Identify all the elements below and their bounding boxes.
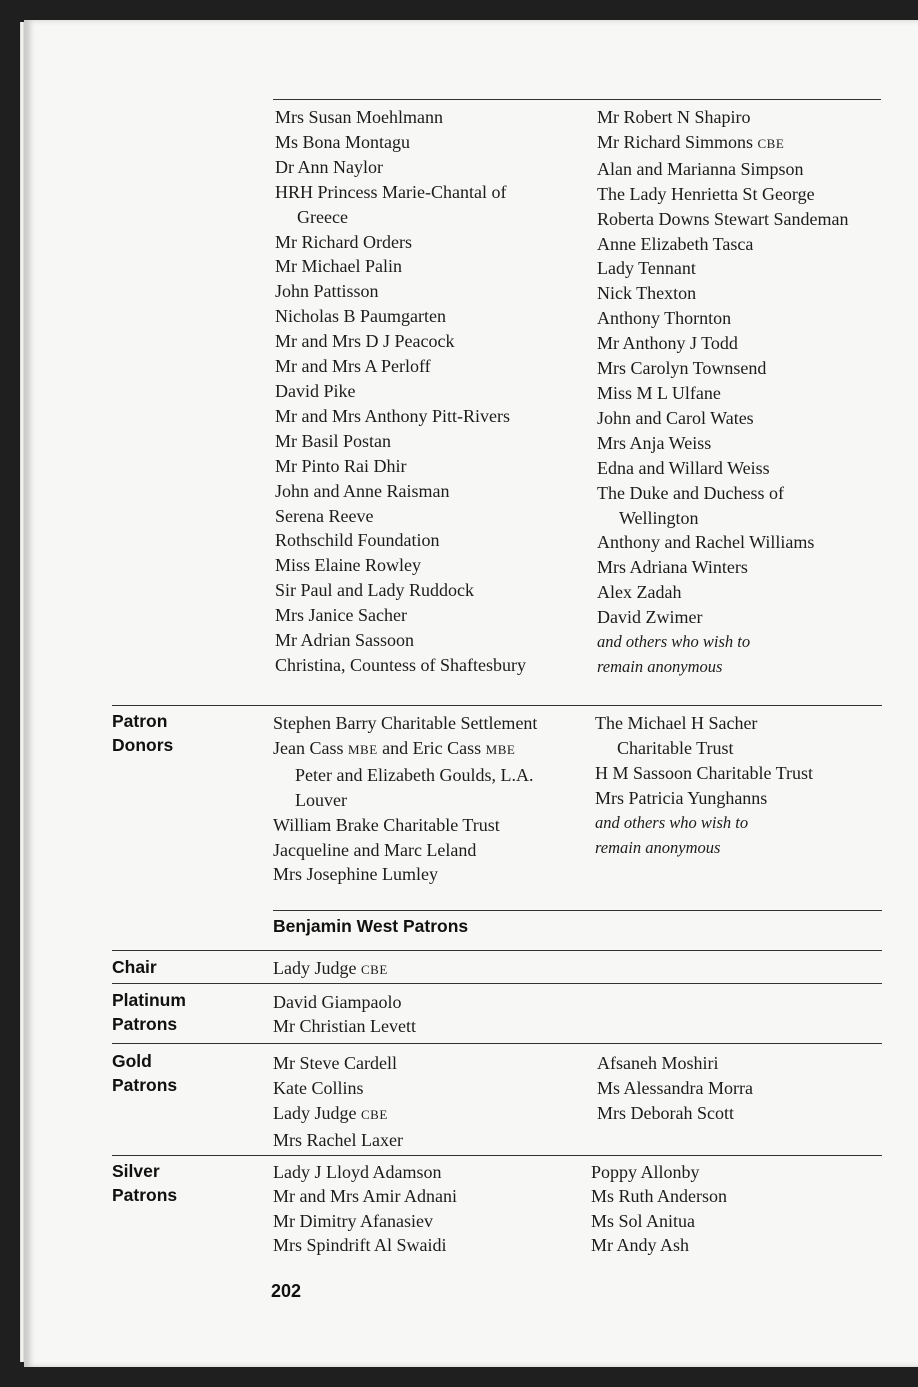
label-line: Patrons [112,1184,178,1205]
patron-donors-right-column [595,711,813,860]
honour-text: CBE [360,962,388,977]
label-line: Platinum [112,990,186,1010]
silver-right-column [591,1160,727,1258]
list-item: Mrs Patricia Yunghanns [595,787,768,808]
list-item: The Duke and Duchess of [597,482,784,503]
label-line: Patrons [112,1074,178,1095]
section-rule [273,910,882,911]
list-item: Rothschild Foundation [275,530,440,551]
list-item: Serena Reeve [275,505,374,526]
list-item: Mr Richard Orders [275,231,412,252]
patron-donors-left-column [273,711,537,887]
list-item: Mrs Carolyn Townsend [597,358,767,379]
list-item: Mrs Rachel Laxer [273,1129,403,1150]
honour-text: CBE [757,135,785,151]
list-item: The Lady Henrietta St George [597,183,815,204]
section-label-chair: Chair [112,957,157,977]
list-item: Anthony Thornton [597,308,732,329]
label-line: Gold [112,1051,152,1071]
list-item: Lady Tennant [597,258,696,279]
gold-left-column [273,1051,403,1153]
list-item: Mr and Mrs Anthony Pitt-Rivers [275,405,511,426]
section-label-silver [112,1160,177,1207]
list-item: Miss M L Ulfane [597,382,721,403]
list-item: Mr and Mrs Amir Adnani [273,1186,457,1207]
list-item: Edna and Willard Weiss [597,457,770,478]
list-item: Anthony and Rachel Williams [597,532,815,553]
list-item: Anne Elizabeth Tasca [597,233,754,254]
list-item: Lady J Lloyd Adamson [273,1162,442,1182]
list-item: Ms Ruth Anderson [591,1186,728,1207]
name-text: Lady Judge [273,958,357,978]
label-line: Donors [112,734,174,755]
section-rule [112,1155,882,1156]
chair-column [273,956,388,983]
list-item: John and Carol Wates [597,407,754,428]
section-rule [112,950,882,951]
list-item: Ms Bona Montagu [275,131,410,152]
list-item-continuation: Louver [295,789,347,810]
list-item: Mrs Susan Moehlmann [275,107,443,127]
list-item: John and Anne Raisman [275,480,450,501]
list-item-continuation: Wellington [619,507,699,528]
list-item [597,130,848,157]
list-item [273,736,537,763]
list-item: Mr Anthony J Todd [597,333,738,354]
silver-continued-left-column [275,105,526,678]
list-item: Mr Adrian Sassoon [275,630,414,651]
honour-text: MBE [348,741,378,757]
list-item [273,1101,403,1128]
list-item: Jacqueline and Marc Leland [273,839,477,860]
label-line: Patrons [112,1013,178,1034]
list-item-continuation: Charitable Trust [617,737,734,758]
list-item: Mrs Janice Sacher [275,605,407,626]
top-rule [273,99,881,100]
list-item: Mr Robert N Shapiro [597,107,751,127]
honour-text: CBE [360,1106,388,1122]
label-line: Silver [112,1161,160,1181]
section-label-patron-donors [112,710,173,757]
list-item [273,956,388,983]
list-item: Dr Ann Naylor [275,156,383,177]
anonymous-note: and others who wish to [597,632,751,652]
label-line: Patron [112,711,168,731]
name-text: Jean Cass [273,737,344,758]
list-item: Mr Andy Ash [591,1235,690,1256]
name-text: Mr Richard Simmons [597,131,753,152]
list-item: H M Sassoon Charitable Trust [595,762,814,783]
honour-text: MBE [485,741,516,757]
list-item: William Brake Charitable Trust [273,814,500,835]
list-item: Mrs Josephine Lumley [273,864,438,885]
list-item: David Zwimer [597,607,703,628]
list-item-continuation: Greece [297,206,348,227]
list-item: Alex Zadah [597,582,682,603]
list-item: Mr Michael Palin [275,256,402,277]
section-heading: Benjamin West Patrons [273,916,469,936]
list-item: John Pattisson [275,281,379,302]
list-item: Mr Basil Postan [275,430,392,451]
list-item: Peter and Elizabeth Goulds, L.A. [295,764,534,785]
list-item: Mr Christian Levett [273,1016,416,1037]
list-item: Roberta Downs Stewart Sandeman [597,208,849,229]
list-item: Alan and Marianna Simpson [597,158,804,179]
list-item: Afsaneh Moshiri [597,1053,719,1073]
list-item: Stephen Barry Charitable Settlement [273,713,538,733]
list-item: Christina, Countess of Shaftesbury [275,654,526,675]
anonymous-note: remain anonymous [595,837,721,857]
list-item: Ms Alessandra Morra [597,1077,753,1098]
silver-left-column [273,1160,457,1258]
anonymous-note: remain anonymous [597,656,723,676]
list-item: Miss Elaine Rowley [275,555,421,576]
list-item: Mr and Mrs D J Peacock [275,331,455,352]
list-item: Mrs Deborah Scott [597,1102,734,1123]
list-item: Mr Dimitry Afanasiev [273,1210,433,1231]
list-item: Nick Thexton [597,283,697,304]
name-text: and Eric Cass [382,737,482,758]
list-item: Nicholas B Paumgarten [275,306,446,327]
list-item: Mr and Mrs A Perloff [275,356,431,377]
list-item: Poppy Allonby [591,1162,700,1182]
section-label-gold [112,1050,177,1097]
page-number: 202 [271,1281,302,1301]
list-item: David Giampaolo [273,992,402,1012]
list-item: Ms Sol Anitua [591,1210,696,1231]
section-label-platinum [112,989,186,1036]
list-item: Mr Steve Cardell [273,1053,397,1073]
list-item: Sir Paul and Lady Ruddock [275,580,474,601]
silver-continued-right-column [597,105,848,680]
list-item: David Pike [275,380,356,401]
gold-right-column [597,1051,753,1126]
list-item: HRH Princess Marie-Chantal of [275,181,507,202]
section-rule [112,1043,882,1044]
section-rule [112,705,882,706]
name-text: Lady Judge [273,1102,357,1123]
list-item: Mrs Anja Weiss [597,432,712,453]
platinum-column [273,990,416,1039]
list-item: Kate Collins [273,1077,364,1098]
list-item: Mrs Spindrift Al Swaidi [273,1235,447,1256]
section-rule [112,983,882,984]
list-item: The Michael H Sacher [595,713,758,733]
list-item: Mr Pinto Rai Dhir [275,455,407,476]
anonymous-note: and others who wish to [595,812,749,832]
list-item: Mrs Adriana Winters [597,557,748,578]
